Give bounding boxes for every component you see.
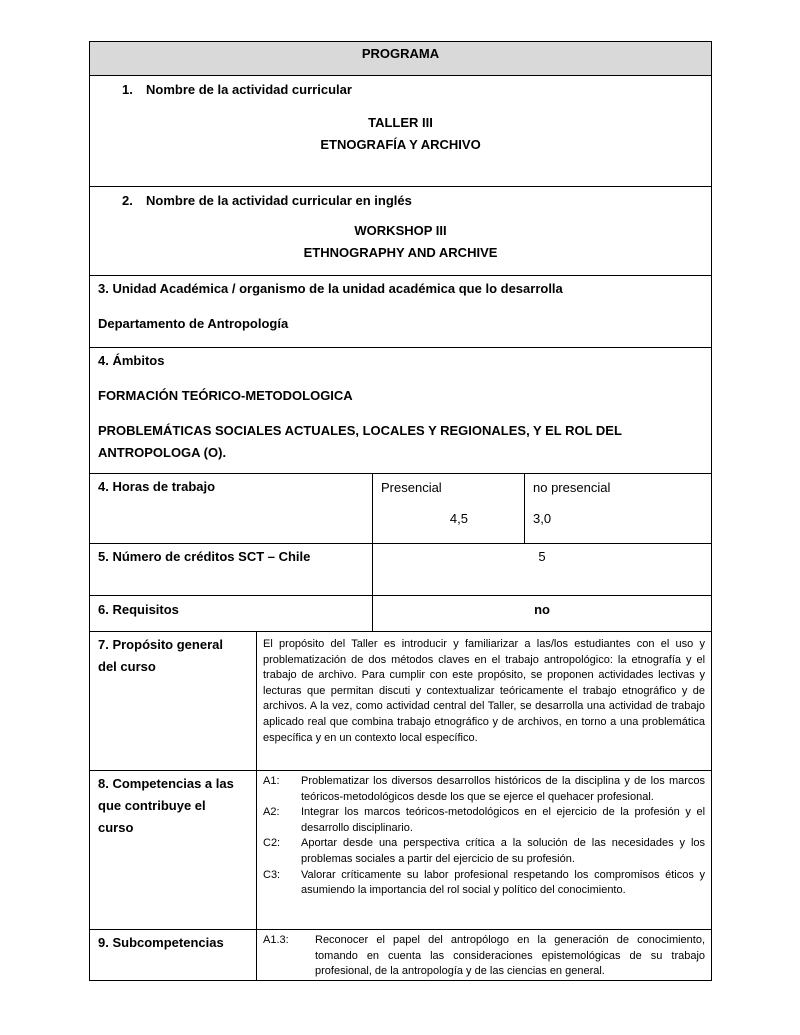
purpose-row (90, 632, 712, 771)
academic-unit-label: 3. Unidad Académica / organismo de la unidad académica que lo desarrolla (98, 281, 563, 296)
list-item (263, 868, 705, 899)
list-item (263, 836, 705, 867)
course-name-english-line-2: ETHNOGRAPHY AND ARCHIVE (303, 245, 498, 260)
presencial-value: 4,5 (449, 511, 468, 526)
section-2-number: 2. (122, 193, 133, 208)
purpose-text: El propósito del Taller es introducir y familiarizar a las/los estudiantes con el uso y problematización de dos métodos claves en el trabajo antropológico: la etnografía y el trabajo de archivo. Para cumplir con este propósito, se proponen actividades lectivas y lecturas que permitan discuti y contextualizar teóricamente el trabajo etnográfico y de archivos. A la vez, como actividad central del Taller, se desarrolla una actividad de trabajo aplicado real que combina trabajo etnográfico y de archivos, en torno a una problemática específica y en un contexto local específico. (263, 638, 706, 744)
hours-row (90, 474, 712, 544)
presencial-label: Presencial (381, 480, 442, 495)
section-3-row (90, 276, 712, 348)
subcompetency-code: A1.3: (263, 934, 289, 946)
list-item (263, 933, 705, 980)
competency-code: C3: (263, 868, 281, 881)
competency-text: Integrar los marcos teóricos-metodológicos en el ejercicio de la profesión y el desarrollo disciplinario. (301, 806, 706, 834)
competencies-label-line-3: curso (98, 820, 134, 835)
section-2-row (90, 187, 712, 276)
academic-unit-value: Departamento de Antropología (98, 316, 289, 331)
requisites-row (90, 596, 712, 632)
credits-row (90, 544, 712, 596)
competency-text: Valorar críticamente su labor profesional respetando los compromisos éticos y asumiendo la importancia del rol social y político del conocimiento. (301, 868, 706, 897)
competency-code: A2: (263, 806, 280, 819)
course-name-line-2: ETNOGRAFÍA Y ARCHIVO (320, 137, 481, 152)
competency-code: C2: (263, 837, 281, 850)
section-1-label: Nombre de la actividad curricular (146, 82, 352, 97)
competencies-list (257, 771, 711, 899)
hours-label: 4. Horas de trabajo (98, 479, 216, 494)
no-presencial-label: no presencial (533, 480, 611, 495)
scopes-label: 4. Ámbitos (98, 353, 165, 368)
competency-code: A1: (263, 775, 280, 787)
credits-value: 5 (538, 549, 546, 564)
subcompetency-text: Reconocer el papel del antropólogo en la generación de conocimiento, tomando en cuenta las consideraciones epistemológicas de su trabajo profesional, de la antropología y de las ciencias en general. (315, 934, 706, 978)
competencies-label-line-1: 8. Competencias a las (98, 776, 234, 791)
no-presencial-value: 3,0 (533, 511, 552, 526)
course-name-line-1: TALLER III (368, 115, 433, 130)
section-4-row (90, 348, 712, 474)
scope-item-1: FORMACIÓN TEÓRICO-METODOLOGICA (98, 388, 353, 403)
requisites-label: 6. Requisitos (98, 602, 179, 617)
program-document (89, 41, 711, 981)
competency-text: Aportar desde una perspectiva crítica a la solución de las necesidades y los problemas sociales a partir del ejercicio de su profesión. (301, 837, 706, 865)
competency-text: Problematizar los diversos desarrollos históricos de la disciplina y de los marcos teóricos-metodológicos desde los que se ejerce el quehacer profesional. (301, 775, 706, 803)
competencies-label-line-2: que contribuye el (98, 798, 206, 813)
credits-label: 5. Número de créditos SCT – Chile (98, 549, 311, 564)
subcompetencies-label: 9. Subcompetencias (98, 935, 224, 950)
list-item (263, 774, 705, 805)
program-table (89, 41, 712, 981)
section-1-number: 1. (122, 82, 133, 97)
section-2-label: Nombre de la actividad curricular en inglés (146, 193, 412, 208)
course-name-english-line-1: WORKSHOP III (354, 223, 447, 238)
page-title: PROGRAMA (90, 42, 712, 76)
scope-item-2-line-2: ANTROPOLOGA (O). (98, 445, 227, 460)
purpose-label-line-1: 7. Propósito general (98, 637, 223, 652)
requisites-value: no (534, 602, 550, 617)
section-1-row (90, 76, 712, 187)
competencies-row (90, 771, 712, 930)
purpose-label-line-2: del curso (98, 659, 156, 674)
scope-item-2-line-1: PROBLEMÁTICAS SOCIALES ACTUALES, LOCALES Y REGIONALES, Y EL ROL DEL (98, 423, 622, 438)
subcompetencies-row (90, 930, 712, 981)
list-item (263, 805, 705, 836)
header-row (90, 42, 712, 76)
